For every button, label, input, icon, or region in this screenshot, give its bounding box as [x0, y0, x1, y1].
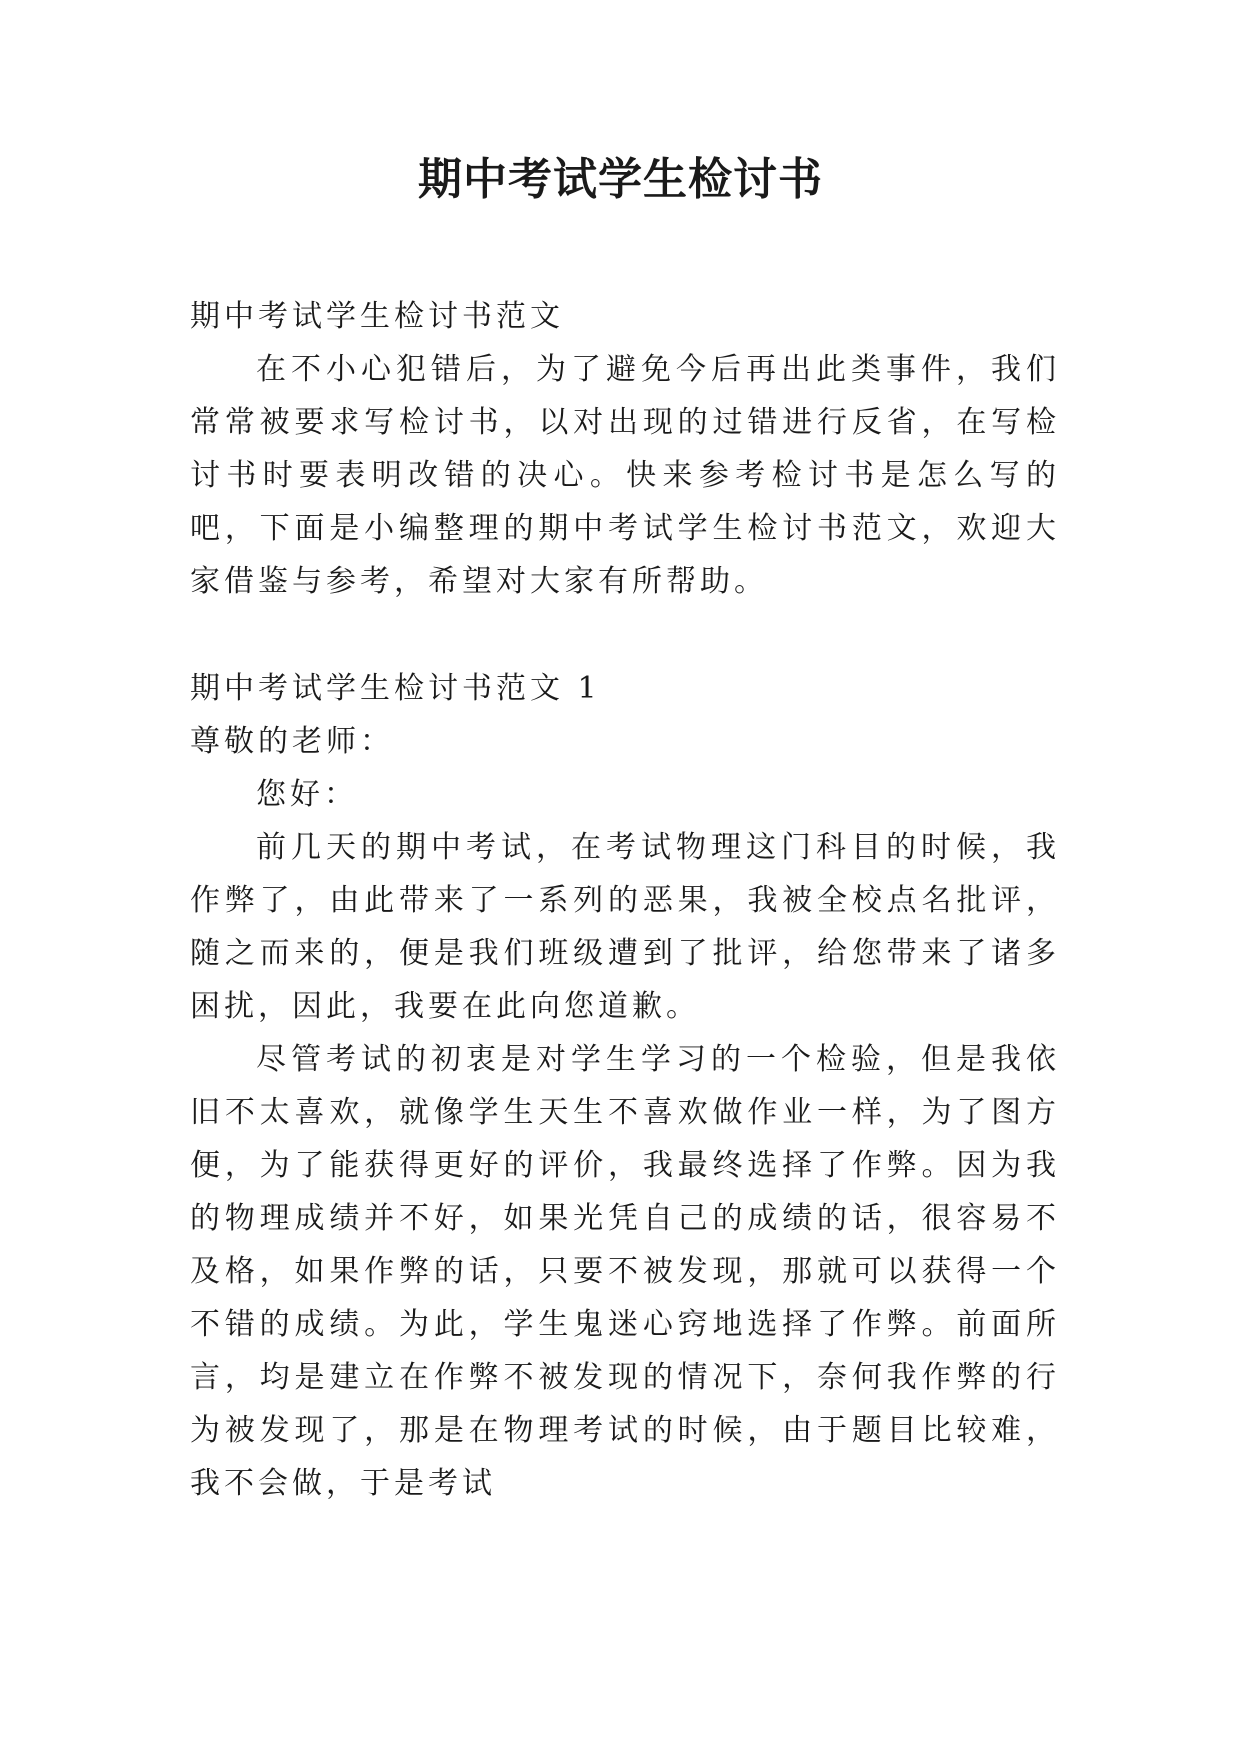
body-paragraph: 尽管考试的初衷是对学生学习的一个检验，但是我依旧不太喜欢，就像学生天生不喜欢做作业一样，为了图方便，为了能获得更好的评价，我最终选择了作弊。因为我的物理成绩并不好，如果光凭自己的成绩的话，很容易不及格，如果作弊的话，只要不被发现，那就可以获得一个不错的成绩。为此，学生鬼迷心窍地选择了作弊。前面所言，均是建立在作弊不被发现的情况下，奈何我作弊的行为被发现了，那是在物理考试的时候，由于题目比较难，我不会做，于是考试 [190, 1042, 1060, 1501]
salutation: 尊敬的老师： [190, 724, 394, 759]
document-title: 期中考试学生检讨书 [418, 154, 823, 205]
section-heading: 期中考试学生检讨书范文 1 [190, 671, 601, 706]
section-spacer [190, 608, 1060, 662]
document-body [190, 290, 1060, 1510]
document-subtitle: 期中考试学生检讨书范文 [190, 299, 564, 334]
intro-paragraph: 在不小心犯错后，为了避免今后再出此类事件，我们常常被要求写检讨书，以对出现的过错进行反省，在写检讨书时要表明改错的决心。快来参考检讨书是怎么写的吧，下面是小编整理的期中考试学生检讨书范文，欢迎大家借鉴与参考，希望对大家有所帮助。 [190, 352, 1060, 599]
greeting: 您好： [256, 777, 358, 812]
body-paragraph: 前几天的期中考试，在考试物理这门科目的时候，我作弊了，由此带来了一系列的恶果，我被全校点名批评，随之而来的，便是我们班级遭到了批评，给您带来了诸多困扰，因此，我要在此向您道歉。 [190, 830, 1060, 1024]
